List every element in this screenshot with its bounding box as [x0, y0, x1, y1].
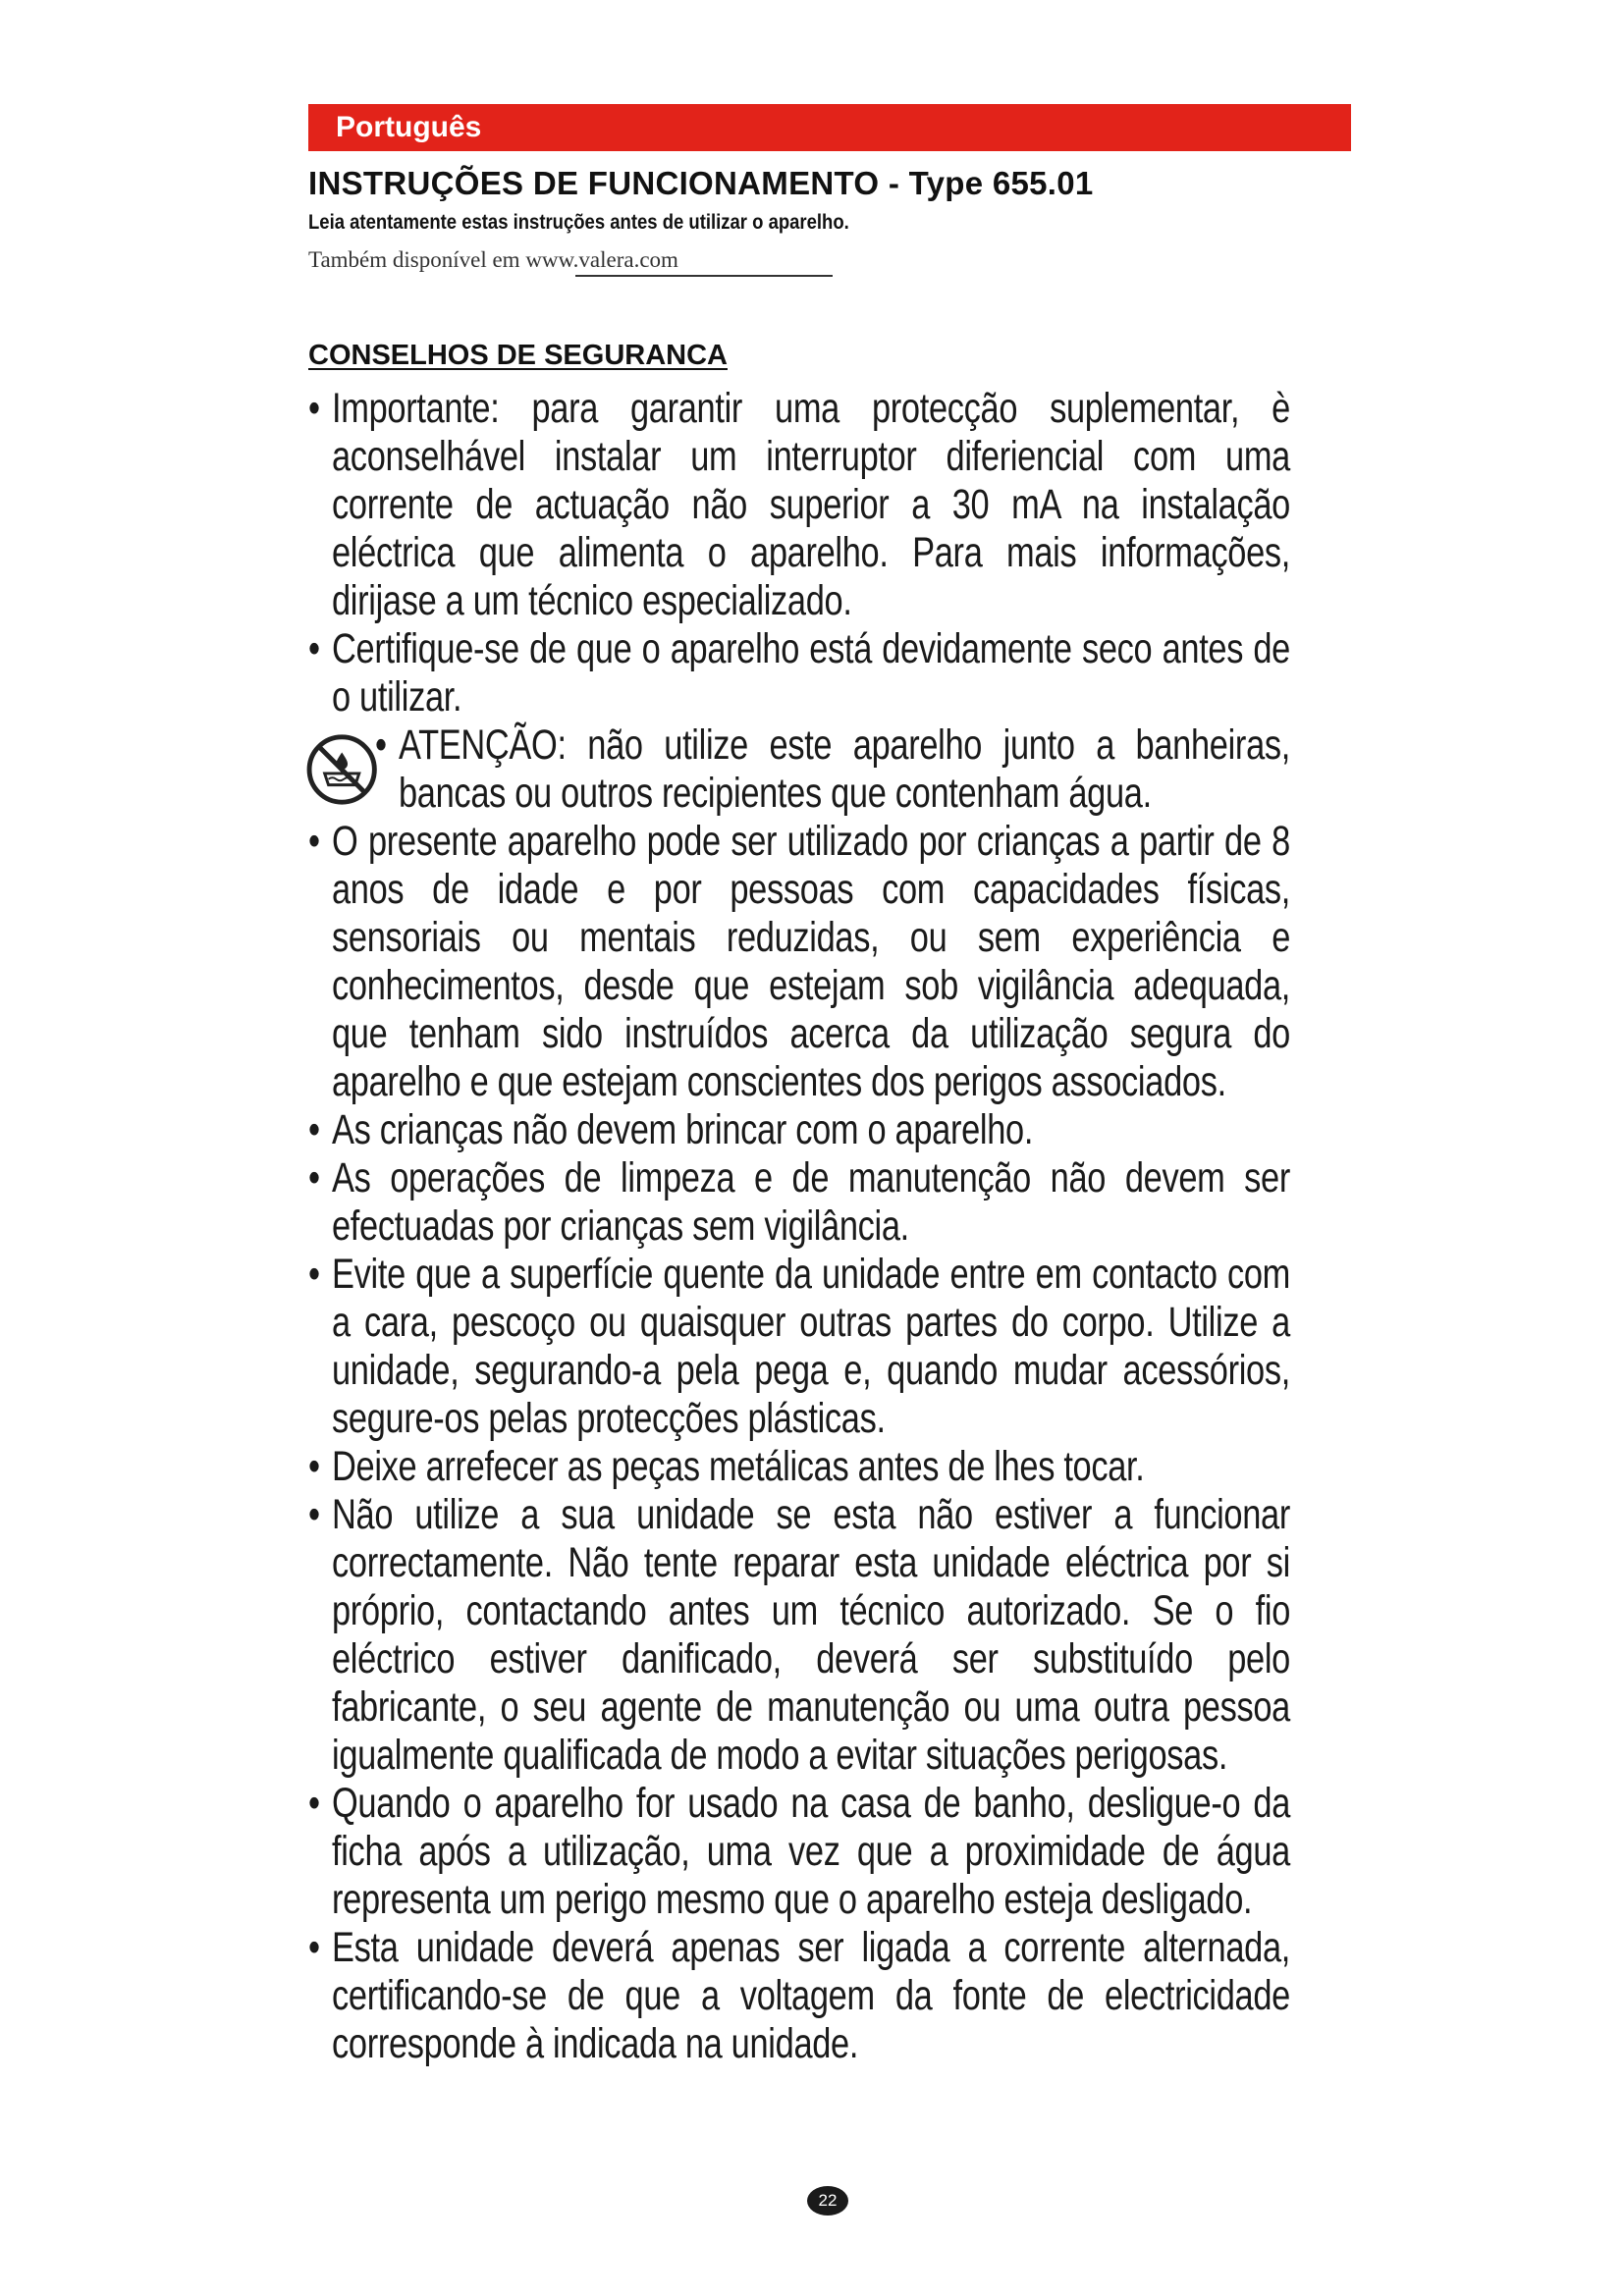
safety-item: [308, 1924, 1290, 2068]
bullet: •: [375, 721, 387, 769]
bullet: •: [308, 1780, 320, 1827]
bullet: •: [308, 1251, 320, 1298]
safety-item-text: As operações de limpeza e de manutenção não devem ser efectuadas por crianças sem vigilância.: [332, 1154, 1290, 1250]
safety-item: [308, 625, 1290, 721]
section-title: CONSELHOS DE SEGURANCA: [308, 340, 728, 371]
safety-item-text: Importante: para garantir uma protecção suplementar, è aconselhável instalar um interruptor diferiencial com uma corrente de actuação não superior a 30 mA na instalação eléctrica que alimenta o aparelho. Para mais informações, dirijase a um técnico especializado.: [332, 385, 1290, 624]
safety-item-text: Evite que a superfície quente da unidade entre em contacto com a cara, pescoço ou quaisquer outras partes do corpo. Utilize a unidade, segurando-a pela pega e, quando mudar acessórios, segure-os pelas protecções plásticas.: [332, 1251, 1290, 1442]
safety-item-text: Esta unidade deverá apenas ser ligada a corrente alternada, certificando-se de que a voltagem da fonte de electricidade corresponde à indicada na unidade.: [332, 1924, 1290, 2067]
safety-item: [308, 1251, 1290, 1443]
safety-item-warning: [308, 721, 1290, 818]
bullet: •: [308, 1491, 320, 1538]
safety-item: [308, 1154, 1290, 1251]
safety-item-text: ATENÇÃO: não utilize este aparelho junto a banheiras, bancas ou outros recipientes que contenham água.: [399, 721, 1290, 817]
document-title: INSTRUÇÕES DE FUNCIONAMENTO - Type 655.01: [308, 165, 1094, 201]
safety-list: [308, 385, 1351, 2068]
bullet: •: [308, 1154, 320, 1201]
bullet: •: [308, 625, 320, 672]
safety-item: [308, 1443, 1290, 1491]
safety-item: [308, 1106, 1290, 1154]
safety-item-text: Não utilize a sua unidade se esta não estiver a funcionar correctamente. Não tente reparar esta unidade eléctrica por si próprio, contactando antes um técnico autorizado. Se o fio eléctrico estiver danificado, deverá ser substituído pelo fabricante, o seu agente de manutenção ou uma outra pessoa igualmente qualificada de modo a evitar situações perigosas.: [332, 1491, 1290, 1779]
document-subtitle: Leia atentamente estas instruções antes de utilizar o aparelho.: [308, 210, 849, 234]
safety-item: [308, 385, 1290, 625]
language-bar: Português: [308, 104, 1351, 151]
safety-item-text: Certifique-se de que o aparelho está devidamente seco antes de o utilizar.: [332, 625, 1290, 721]
safety-item-text: Deixe arrefecer as peças metálicas antes de lhes tocar.: [332, 1443, 1145, 1490]
safety-item: [308, 1780, 1290, 1924]
safety-item-text: Quando o aparelho for usado na casa de banho, desligue-o da ficha após a utilização, uma vez que a proximidade de água representa um perigo mesmo que o aparelho esteja desligado.: [332, 1780, 1290, 1923]
page-number: 22: [807, 2186, 848, 2216]
bullet: •: [308, 385, 320, 432]
bullet: •: [308, 1106, 320, 1153]
website-underline: [575, 275, 833, 277]
website-note: Também disponível em www.valera.com: [308, 247, 678, 272]
safety-item: [308, 1491, 1290, 1780]
bullet: •: [308, 1924, 320, 1971]
no-water-bath-icon: [303, 731, 380, 808]
bullet: •: [308, 1443, 320, 1490]
safety-item-text: As crianças não devem brincar com o aparelho.: [332, 1106, 1034, 1153]
safety-item-text: O presente aparelho pode ser utilizado por crianças a partir de 8 anos de idade e por pessoas com capacidades físicas, sensoriais ou mentais reduzidas, ou sem experiência e conhecimentos, desde que estejam sob vigilância adequada, que tenham sido instruídos acerca da utilização segura do aparelho e que estejam conscientes dos perigos associados.: [332, 818, 1290, 1105]
safety-item: [308, 818, 1290, 1106]
bullet: •: [308, 818, 320, 865]
